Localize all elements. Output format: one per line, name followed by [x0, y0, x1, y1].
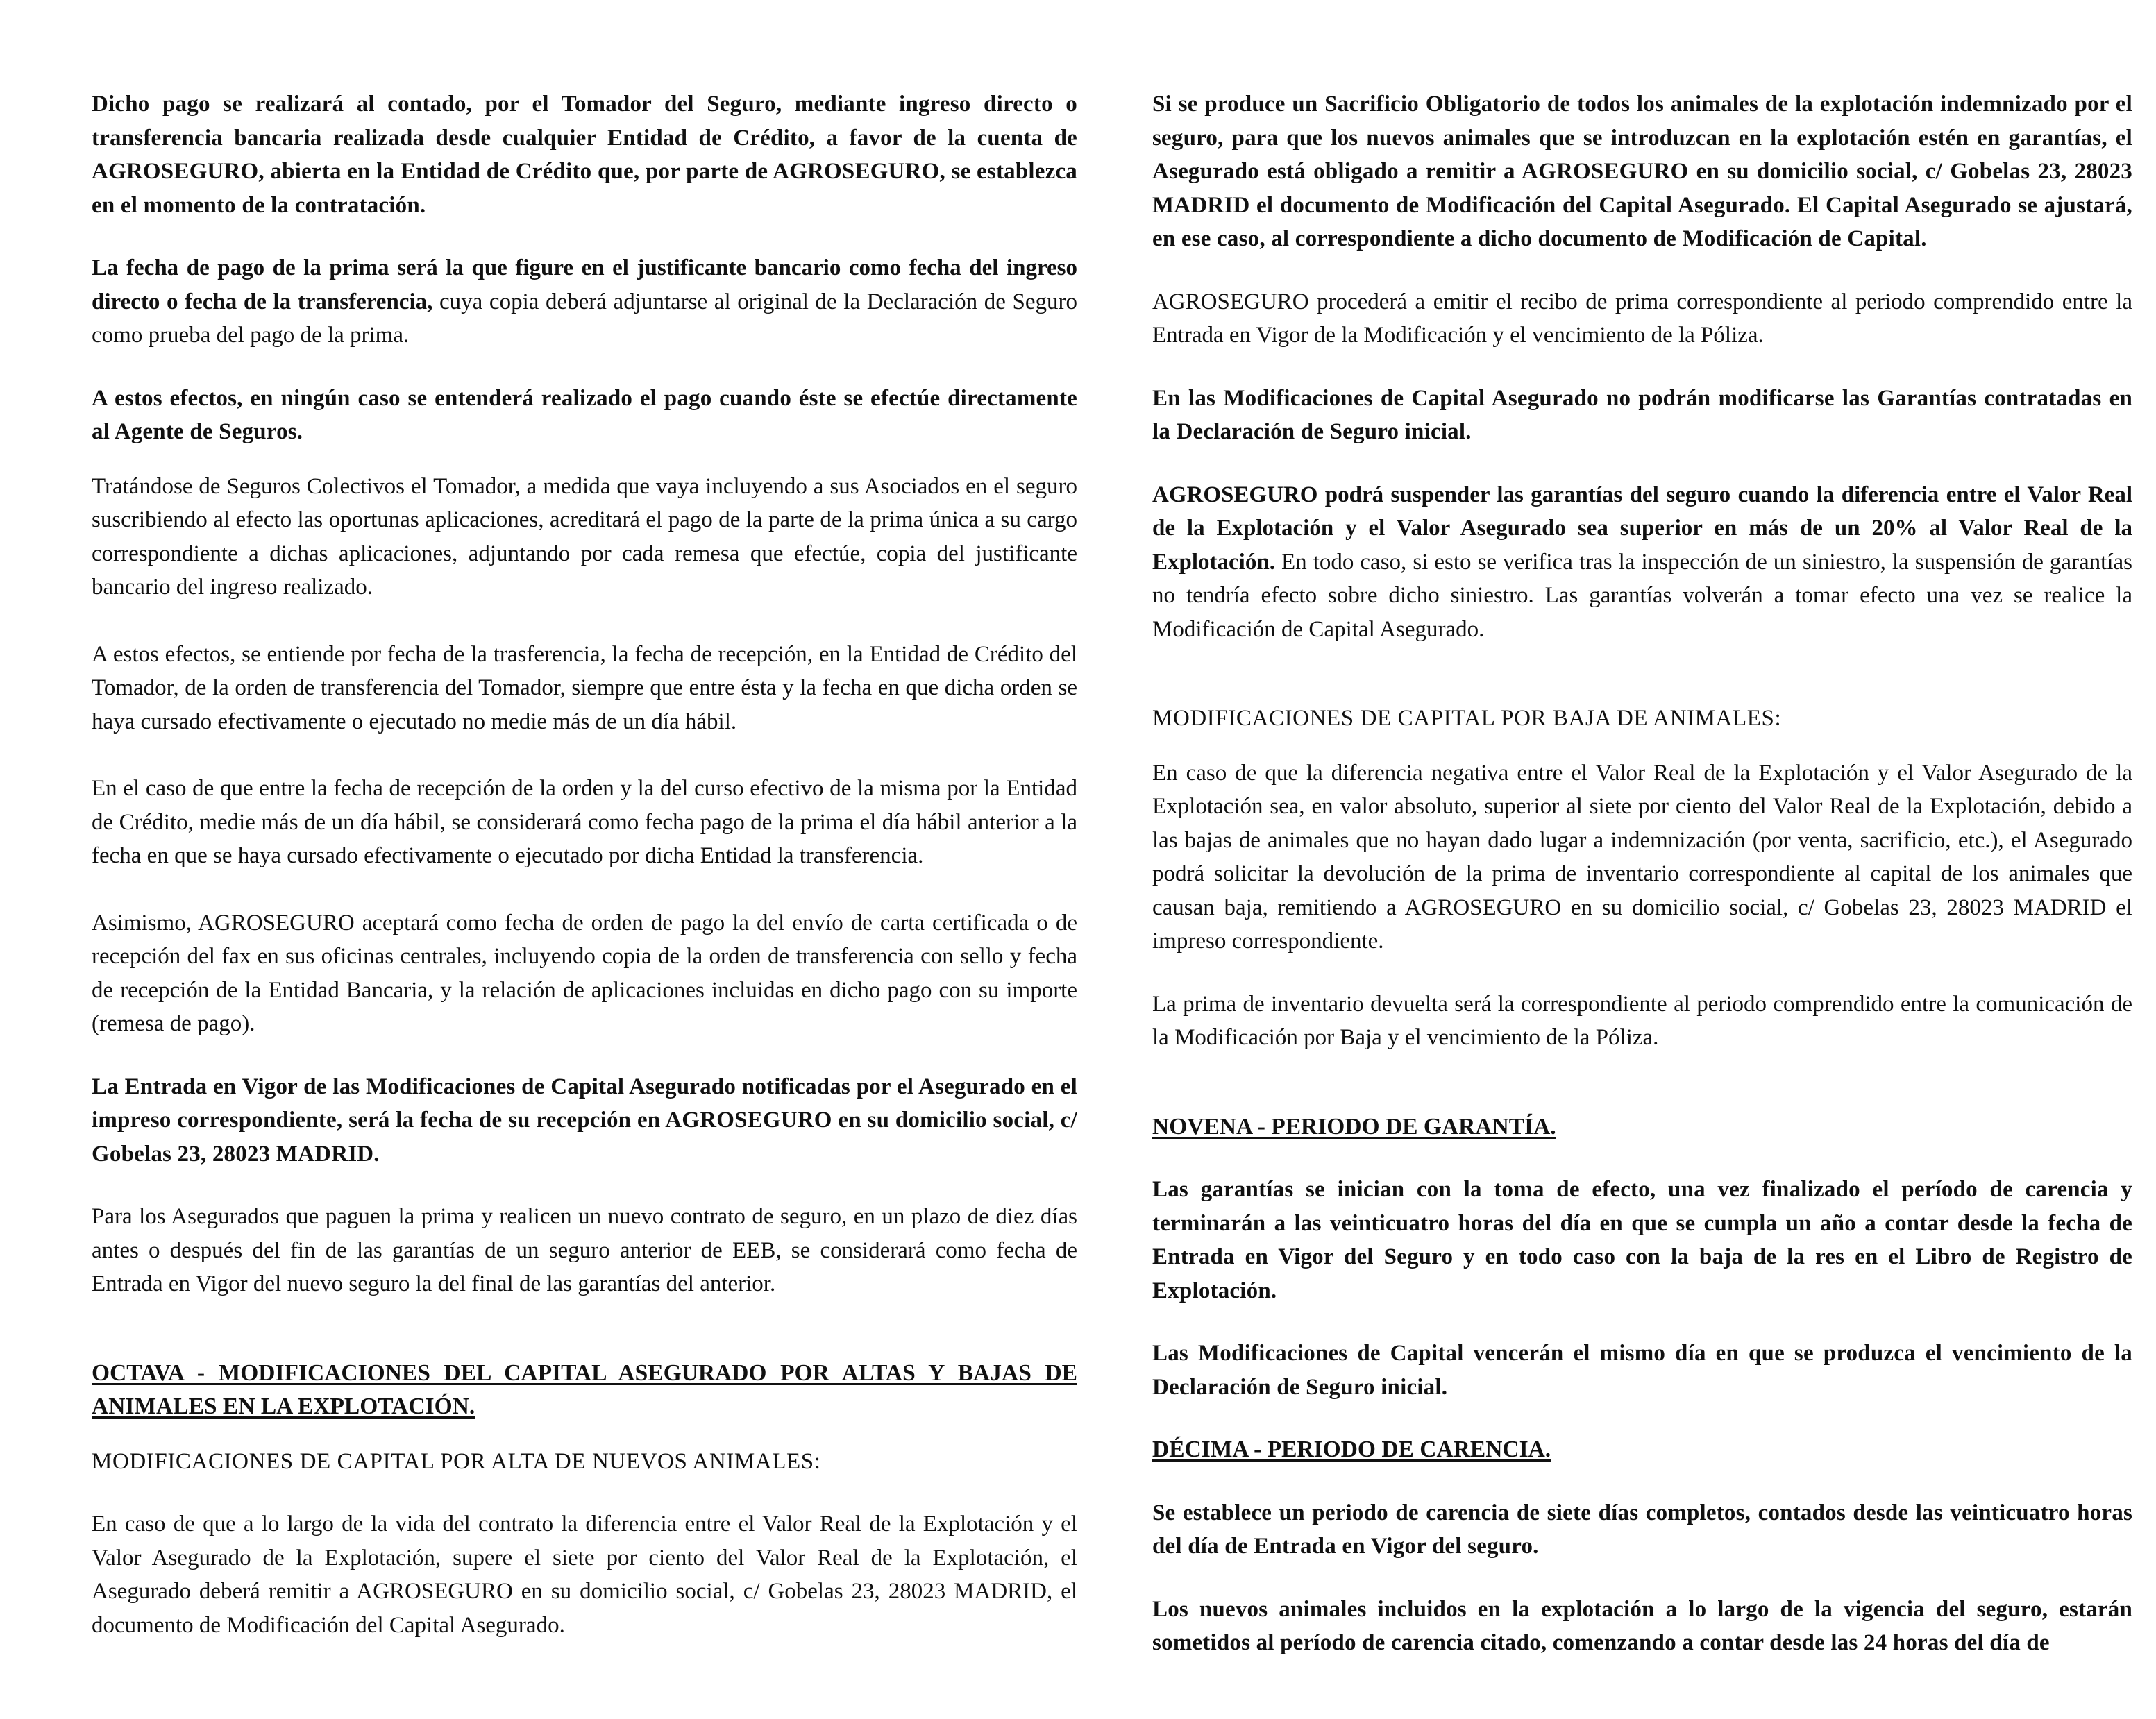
suspension-text: En todo caso, si esto se verifica tras la inspección de un siniestro, la suspensión de garantías no tendría efecto sobre dicho siniestro. Las garantías volverán a tomar efecto una vez se realice la Modificación de Capital Asegurado. [1152, 549, 2132, 642]
payment-date-text: cuya copia deberá adjuntarse al original de la Declaración de Seguro como prueba del pago de la prima. [92, 289, 1077, 348]
collective-insurance-paragraph: Tratándose de Seguros Colectivos el Tomador, a medida que vaya incluyendo a sus Asociados en el seguro suscribiendo al efecto las oportunas aplicaciones, acreditará el pago de la parte de la prima única a su cargo correspondiente a dichas aplicaciones, adjuntando por cada remesa que efectúe, copia del justificante bancario del ingreso realizado. [92, 473, 1077, 600]
section-octava-heading: OCTAVA - MODIFICACIONES DEL CAPITAL ASEGURADO POR ALTAS Y BAJAS DE ANIMALES EN LA EXPLOTACIÓN. [92, 1360, 1077, 1419]
guarantees-unchanged-paragraph: En las Modificaciones de Capital Asegurado no podrán modificarse las Garantías contratadas en la Declaración de Seguro inicial. [1152, 385, 2132, 444]
payment-method-paragraph: Dicho pago se realizará al contado, por el Tomador del Seguro, mediante ingreso directo o transferencia bancaria realizada desde cualquier Entidad de Crédito, a favor de la cuenta de AGROSEGURO, abierta en la Entidad de Crédito que, por parte de AGROSEGURO, se establezca en el momento de la contratación. [92, 92, 1077, 218]
transfer-date-paragraph: A estos efectos, se entiende por fecha de la trasferencia, la fecha de recepción, en la Entidad de Crédito del Tomador, de la orden de transferencia del Tomador, siempre que entre ésta y la fecha en que dicha orden se haya cursado efectivamente o ejecutado no medie más de un día hábil. [92, 641, 1077, 734]
suspension-bold-text: AGROSEGURO podrá suspender las garantías del seguro cuando la diferencia entre el Valor Real de la Explotación y el Valor Asegurado sea superior en más de un 20% al Valor Real de la Explotación. [1152, 482, 2132, 575]
section-novena-heading: NOVENA - PERIODO DE GARANTÍA. [1152, 1113, 1556, 1140]
new-animals-paragraph: Los nuevos animales incluidos en la explotación a lo largo de la vigencia del seguro, estarán sometidos al período de carencia citado, comenzando a contar desde las 24 horas del día de [1152, 1596, 2132, 1655]
payment-date-paragraph [92, 251, 1077, 353]
baja-paragraph: En caso de que la diferencia negativa entre el Valor Real de la Explotación y el Valor Asegurado de la Explotación sea, en valor absoluto, superior al siete por ciento del Valor Real de la Explotación, debido a las bajas de animales que no hayan dado lugar a indemnización (por venta, sacrificio, etc.), el Asegurado podrá solicitar la devolución de la prima de inventario correspondiente al capital de los animales que causan baja, remitiendo a AGROSEGURO en su domicilio social, c/ Gobelas 23, 28023 MADRID el impreso correspondiente. [1152, 760, 2132, 954]
payment-date-bold-text: La fecha de pago de la prima será la que figure en el justificante bancario como fecha del ingreso directo o fecha de la transferencia, [92, 255, 1077, 314]
capital-expiry-paragraph: Las Modificaciones de Capital vencerán el mismo día en que se produzca el vencimiento de la Declaración de Seguro inicial. [1152, 1341, 2132, 1400]
waiting-period-paragraph: Se establece un periodo de carencia de siete días completos, contados desde las veinticuatro horas del día de Entrada en Vigor del seguro. [1152, 1500, 2132, 1559]
baja-subheading: MODIFICACIONES DE CAPITAL POR BAJA DE ANIMALES: [1152, 706, 1782, 731]
guarantee-period-paragraph: Las garantías se inician con la toma de efecto, una vez finalizado el período de carencia y terminarán a las veinticuatro horas del día en que se cumpla un año a contar desde la fecha de Entrada en Vigor del Seguro y en todo caso con la baja de la res en el Libro de Registro de Explotación. [1152, 1177, 2132, 1303]
agent-payment-paragraph: A estos efectos, en ningún caso se entenderá realizado el pago cuando éste se efectúe directamente al Agente de Seguros. [92, 385, 1077, 444]
left-column [92, 87, 1077, 1642]
renewal-paragraph: Para los Asegurados que paguen la prima y realicen un nuevo contrato de seguro, en un plazo de diez días antes o después del fin de las garantías de un seguro anterior de EEB, se considerará como fecha de Entrada en Vigor del nuevo seguro la del final de las garantías del anterior. [92, 1204, 1077, 1296]
inventory-premium-paragraph: La prima de inventario devuelta será la correspondiente al periodo comprendido entre la comunicación de la Modificación por Baja y el vencimiento de la Póliza. [1152, 991, 2132, 1050]
alta-subheading: MODIFICACIONES DE CAPITAL POR ALTA DE NUEVOS ANIMALES: [92, 1448, 821, 1474]
business-day-paragraph: En el caso de que entre la fecha de recepción de la orden y la del curso efectivo de la misma por la Entidad de Crédito, medie más de un día hábil, se considerará como fecha pago de la prima el día hábil anterior a la fecha en que se haya cursado efectivamente o ejecutado por dicha Entidad la transferencia. [92, 776, 1077, 868]
section-decima-heading: DÉCIMA - PERIODO DE CARENCIA. [1152, 1437, 1551, 1462]
premium-receipt-paragraph: AGROSEGURO procederá a emitir el recibo de prima correspondiente al periodo comprendido entre la Entrada en Vigor de la Modificación y el vencimiento de la Póliza. [1152, 289, 2132, 348]
alta-paragraph: En caso de que a lo largo de la vida del contrato la diferencia entre el Valor Real de la Explotación y el Valor Asegurado de la Explotación, supere el siete por ciento del Valor Real de la Explotación, el Asegurado deberá remitir a AGROSEGURO en su domicilio social, c/ Gobelas 23, 28023 MADRID, el documento de Modificación del Capital Asegurado. [92, 1511, 1077, 1638]
modification-entry-paragraph: La Entrada en Vigor de las Modificaciones de Capital Asegurado notificadas por el Asegurado en el impreso correspondiente, será la fecha de su recepción en AGROSEGURO en su domicilio social, c/ Gobelas 23, 28023 MADRID. [92, 1074, 1077, 1167]
fax-order-paragraph: Asimismo, AGROSEGURO aceptará como fecha de orden de pago la del envío de carta certificada o de recepción del fax en sus oficinas centrales, incluyendo copia de la orden de transferencia con sello y fecha de recepción de la Entidad Bancaria, y la relación de aplicaciones incluidas en dicho pago con su importe (remesa de pago). [92, 910, 1077, 1036]
suspension-paragraph [1152, 478, 2132, 647]
right-column [1152, 87, 2132, 1660]
mandatory-sacrifice-paragraph: Si se produce un Sacrificio Obligatorio de todos los animales de la explotación indemnizado por el seguro, para que los nuevos animales que se introduzcan en la explotación estén en garantías, el Asegurado está obligado a remitir a AGROSEGURO en su domicilio social, c/ Gobelas 23, 28023 MADRID el documento de Modificación del Capital Asegurado. El Capital Asegurado se ajustará, en ese caso, al correspondiente a dicho documento de Modificación de Capital. [1152, 92, 2132, 251]
